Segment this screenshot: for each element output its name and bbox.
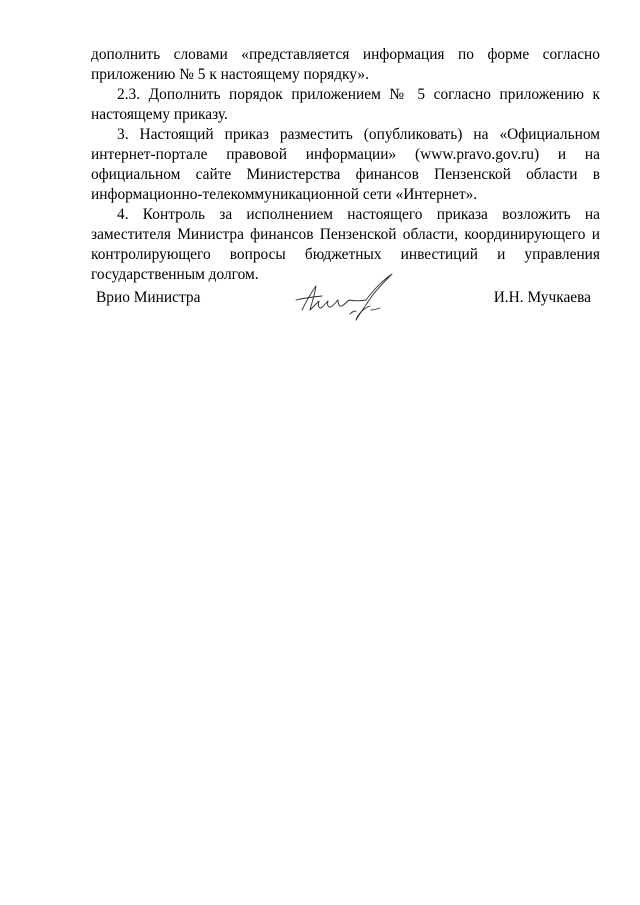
signatory-name: И.Н. Мучкаева (493, 289, 591, 306)
paragraph-3: 3. Настоящий приказ разместить (опубликовать) на «Официальном интернет-портале правовой информации» (www.pravo.gov.ru) и на официальном сайте Министерства финансов Пензенской области в информационно-телекоммуникационной сети «Интернет». (91, 126, 600, 203)
signatory-position: Врио Министра (96, 289, 201, 306)
document-body (91, 45, 600, 285)
paragraph-4: 4. Контроль за исполнением настоящего приказа возложить на заместителя Министра финансов Пензенской области, координирующего и контролирующего вопросы бюджетных инвестиций и управления государственным долгом. (91, 206, 600, 283)
signature-block (0, 270, 640, 330)
handwritten-signature-icon (288, 270, 398, 326)
paragraph-2-3: 2.3. Дополнить порядок приложением № 5 согласно приложению к настоящему приказу. (91, 86, 600, 123)
paragraph-continuation: дополнить словами «представляется информация по форме согласно приложению № 5 к настоящему порядку». (91, 46, 600, 83)
